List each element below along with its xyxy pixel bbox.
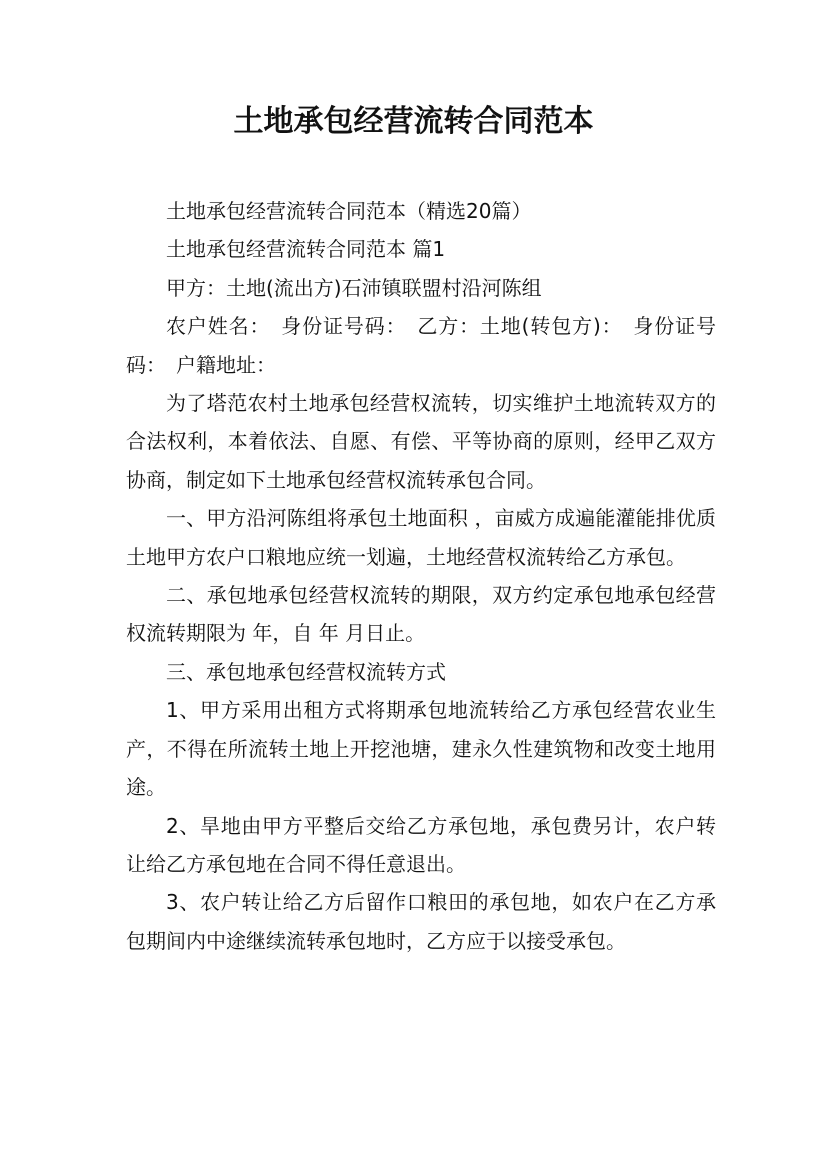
paragraph-party-info: 农户姓名： 身份证号码： 乙方：土地(转包方)： 身份证号码： 户籍地址： — [126, 314, 716, 377]
paragraph-party-a: 甲方：土地(流出方)石沛镇联盟村沿河陈组 — [166, 275, 542, 300]
paragraph-subtitle: 土地承包经营流转合同范本（精选20篇） — [166, 199, 532, 223]
document-title: 土地承包经营流转合同范本 — [233, 104, 594, 139]
paragraph-clause-3-heading: 三、承包地承包经营权流转方式 — [166, 659, 446, 684]
paragraph-item-2: 2、旱地由甲方平整后交给乙方承包地，承包费另计，农户转让给乙方承包地在合同不得任意退出。 — [126, 813, 716, 876]
document-body — [126, 192, 716, 960]
paragraph-clause-2: 二、承包地承包经营权流转的期限，双方约定承包地承包经营权流转期限为 年，自 年 月日止。 — [126, 583, 716, 646]
paragraph-preamble: 为了塔范农村土地承包经营权流转，切实维护土地流转双方的合法权利，本着依法、自愿、有偿、平等协商的原则，经甲乙双方协商，制定如下土地承包经营权流转承包合同。 — [126, 391, 716, 492]
paragraph-section-heading: 土地承包经营流转合同范本 篇1 — [166, 237, 446, 262]
paragraph-item-1: 1、甲方采用出租方式将期承包地流转给乙方承包经营农业生产，不得在所流转土地上开挖池塘，建永久性建筑物和改变土地用途。 — [126, 698, 716, 800]
paragraph-item-3: 3、农户转让给乙方后留作口粮田的承包地，如农户在乙方承包期间内中途继续流转承包地时，乙方应于以接受承包。 — [126, 890, 716, 953]
paragraph-clause-1: 一、甲方沿河陈组将承包土地面积 ，亩威方成遍能灌能排优质土地甲方农户口粮地应统一划遍，土地经营权流转给乙方承包。 — [126, 506, 716, 569]
